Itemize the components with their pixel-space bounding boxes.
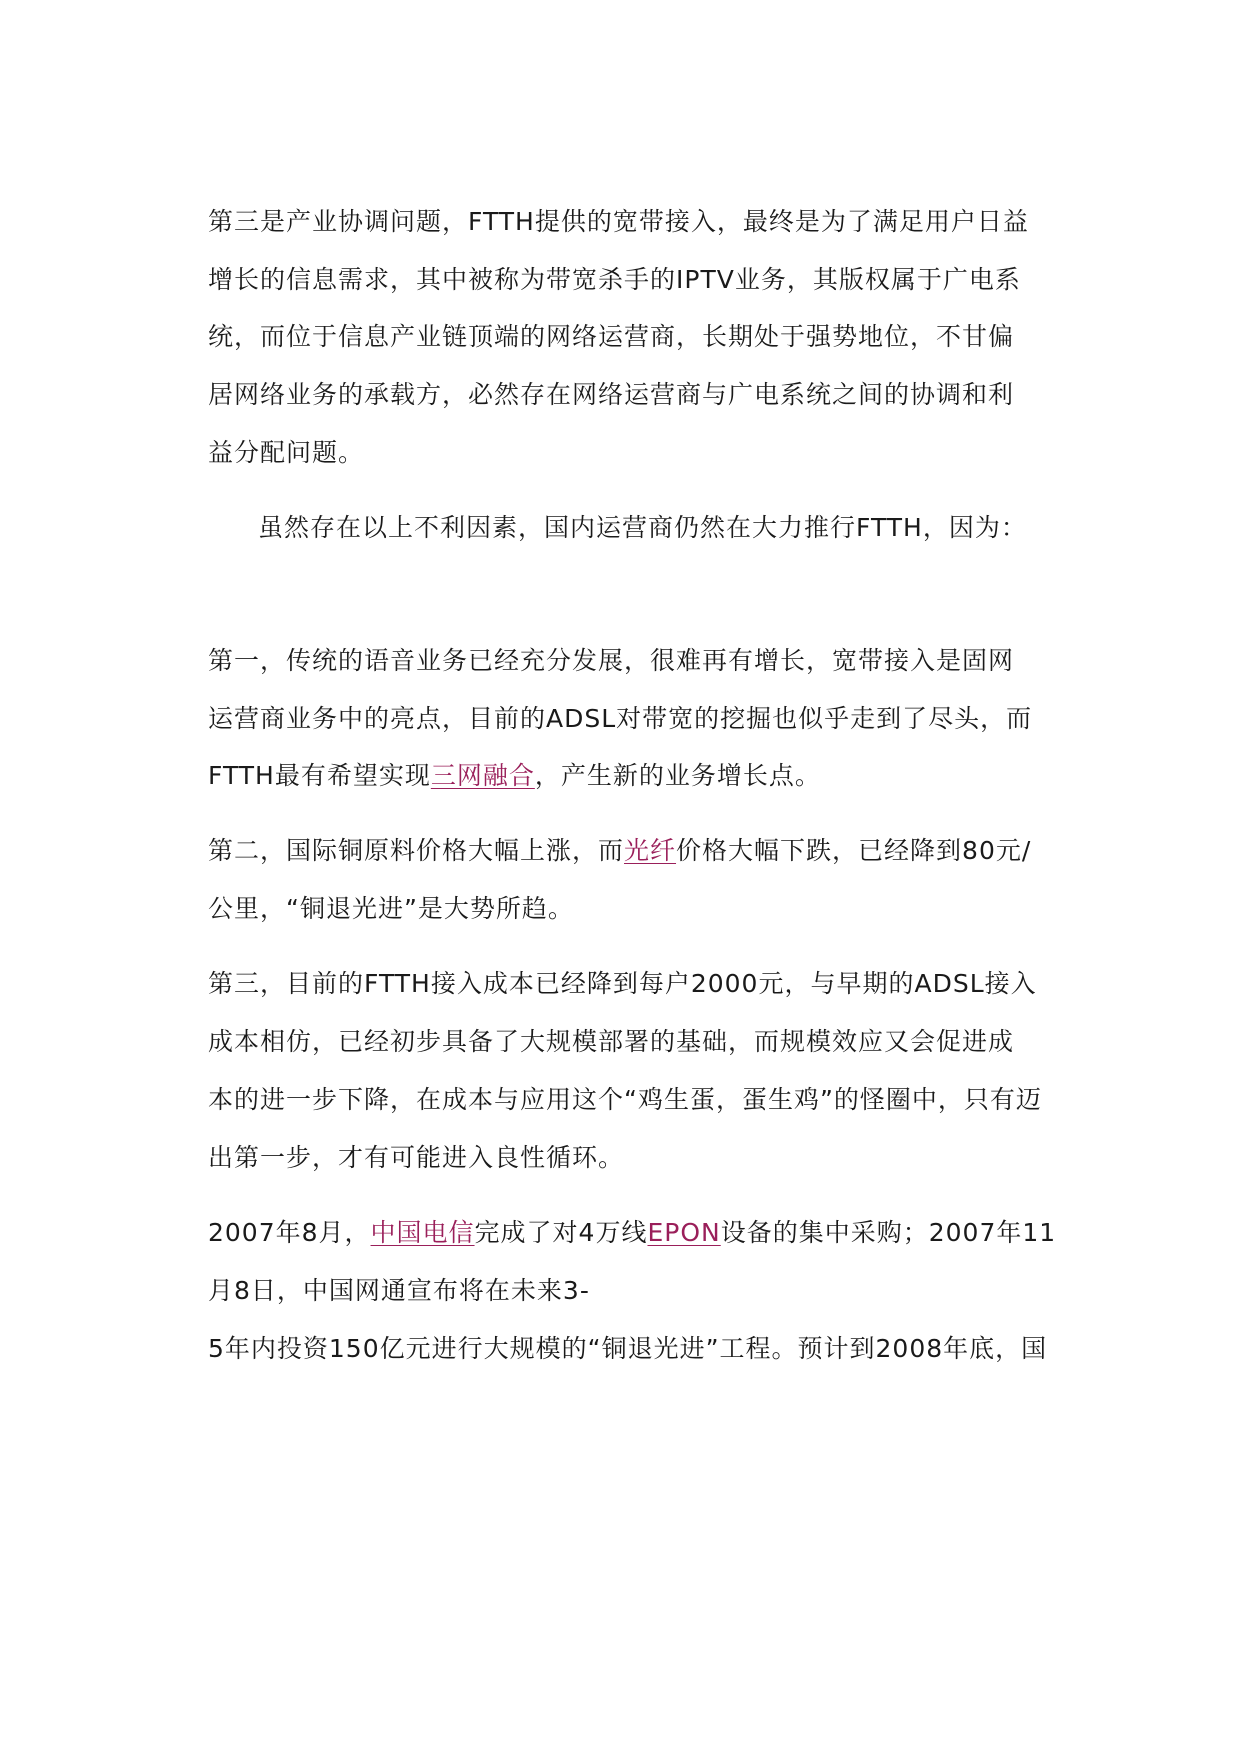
paragraph-4-line-1-text-b: 价格大幅下跌，已经降到80元/ xyxy=(676,836,1032,865)
paragraph-6-line-1-text-c: 设备的集中采购；2007年11 xyxy=(720,1218,1057,1247)
paragraph-3-line-3-text-a: FTTH最有希望实现 xyxy=(208,761,431,790)
paragraph-4-line-2: 公里，“铜退光进”是大势所趋。 xyxy=(208,894,574,923)
paragraph-4-line-1-text-a: 第二，国际铜原料价格大幅上涨，而 xyxy=(208,836,625,865)
link-epon[interactable]: EPON xyxy=(647,1218,721,1247)
paragraph-1-line-1: 第三是产业协调问题，FTTH提供的宽带接入，最终是为了满足用户日益 xyxy=(208,207,1029,236)
link-china-telecom[interactable]: 中国电信 xyxy=(370,1218,475,1247)
paragraph-5-line-3: 本的进一步下降，在成本与应用这个“鸡生蛋，蛋生鸡”的怪圈中，只有迈 xyxy=(208,1085,1042,1114)
paragraph-6-line-1-text-b: 完成了对4万线 xyxy=(474,1218,648,1247)
paragraph-5-line-4: 出第一步，才有可能进入良性循环。 xyxy=(208,1143,625,1172)
paragraph-6-line-1 xyxy=(208,1216,1056,1250)
paragraph-1-line-5: 益分配问题。 xyxy=(208,438,365,467)
paragraph-5-line-2: 成本相仿，已经初步具备了大规模部署的基础，而规模效应又会促进成 xyxy=(208,1027,1015,1056)
paragraph-6-line-2: 月8日，中国网通宣布将在未来3- xyxy=(208,1276,590,1305)
link-optical-fiber[interactable]: 光纤 xyxy=(624,836,677,865)
link-three-network-convergence[interactable]: 三网融合 xyxy=(430,761,535,790)
paragraph-2-line-1: 虽然存在以上不利因素，国内运营商仍然在大力推行FTTH，因为： xyxy=(258,513,1027,542)
paragraph-3-line-3 xyxy=(208,759,821,793)
paragraph-4-line-1 xyxy=(208,834,1031,868)
paragraph-3-line-2: 运营商业务中的亮点，目前的ADSL对带宽的挖掘也似乎走到了尽头，而 xyxy=(208,704,1033,733)
paragraph-1-line-4: 居网络业务的承载方，必然存在网络运营商与广电系统之间的协调和利 xyxy=(208,380,1015,409)
paragraph-6-line-3: 5年内投资150亿元进行大规模的“铜退光进”工程。预计到2008年底，国 xyxy=(208,1334,1048,1363)
paragraph-6-line-1-text-a: 2007年8月， xyxy=(208,1218,371,1247)
paragraph-1-line-3: 统，而位于信息产业链顶端的网络运营商，长期处于强势地位，不甘偏 xyxy=(208,322,1015,351)
paragraph-1-line-2: 增长的信息需求，其中被称为带宽杀手的IPTV业务，其版权属于广电系 xyxy=(208,265,1021,294)
paragraph-5-line-1: 第三，目前的FTTH接入成本已经降到每户2000元，与早期的ADSL接入 xyxy=(208,969,1037,998)
paragraph-3-line-1: 第一，传统的语音业务已经充分发展，很难再有增长，宽带接入是固网 xyxy=(208,646,1015,675)
paragraph-3-line-3-text-b: ，产生新的业务增长点。 xyxy=(534,761,821,790)
